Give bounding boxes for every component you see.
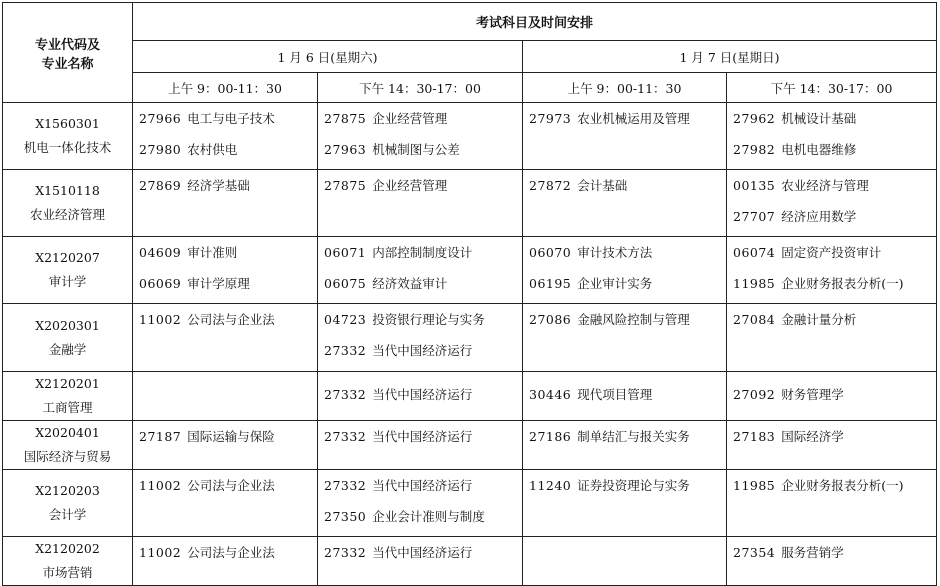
subject-cell xyxy=(727,237,937,304)
subject-code: 11002 xyxy=(139,312,182,327)
subject-code: 11985 xyxy=(733,478,776,493)
subject-cell xyxy=(318,537,523,586)
major-name: 机电一体化技术 xyxy=(23,140,112,155)
subject-entry xyxy=(529,474,726,505)
subject-code: 00135 xyxy=(733,178,776,193)
major-code: X2120202 xyxy=(35,541,100,556)
slot-header-sat-afternoon: 下午 14：30-17：00 xyxy=(318,73,523,103)
subject-code: 06069 xyxy=(139,276,182,291)
subject-code: 04723 xyxy=(324,312,367,327)
subject-code: 27332 xyxy=(324,545,367,560)
subject-name: 审计学原理 xyxy=(187,276,250,291)
exam-schedule-table xyxy=(2,2,937,586)
subject-name: 农村供电 xyxy=(187,142,238,157)
subject-code: 27875 xyxy=(324,178,367,193)
subject-name: 财务管理学 xyxy=(781,386,844,402)
subject-entry xyxy=(529,308,726,339)
subject-cell xyxy=(523,170,727,237)
subject-name: 金融计量分析 xyxy=(781,312,857,327)
subject-cell xyxy=(318,170,523,237)
major-cell xyxy=(3,237,133,304)
subject-cell xyxy=(133,304,318,372)
subject-cell xyxy=(727,470,937,537)
subject-entry xyxy=(733,383,936,414)
subject-entry xyxy=(324,541,522,572)
subject-name: 企业财务报表分析(一) xyxy=(781,276,904,291)
table-row xyxy=(3,103,937,170)
subject-name: 会计基础 xyxy=(577,178,628,193)
subject-cell xyxy=(727,537,937,586)
subject-code: 27973 xyxy=(529,111,572,126)
subject-code: 27962 xyxy=(733,111,776,126)
subject-entry xyxy=(139,107,317,138)
subject-code: 27707 xyxy=(733,209,776,224)
major-name: 会计学 xyxy=(48,507,87,522)
subject-code: 04609 xyxy=(139,245,182,260)
subject-entry xyxy=(733,308,936,339)
table-row xyxy=(3,470,937,537)
schedule-title: 考试科目及时间安排 xyxy=(133,3,937,41)
major-code: X2120203 xyxy=(35,483,100,498)
subject-name: 电工与电子技术 xyxy=(187,111,275,126)
subject-entry xyxy=(733,272,936,303)
subject-name: 当代中国经济运行 xyxy=(372,545,473,560)
subject-name: 机械制图与公差 xyxy=(372,142,460,157)
subject-name: 制单结汇与报关实务 xyxy=(577,429,690,444)
major-header xyxy=(3,3,133,103)
subject-entry xyxy=(529,425,726,456)
subject-code: 27086 xyxy=(529,312,572,327)
subject-name: 企业审计实务 xyxy=(577,276,653,291)
subject-entry xyxy=(733,474,936,505)
subject-code: 27966 xyxy=(139,111,182,126)
subject-name: 公司法与企业法 xyxy=(187,312,275,327)
major-name: 工商管理 xyxy=(42,400,93,415)
major-name: 金融学 xyxy=(48,341,87,357)
subject-code: 11002 xyxy=(139,478,182,493)
subject-code: 06075 xyxy=(324,276,367,291)
subject-cell xyxy=(318,304,523,372)
subject-name: 企业经营管理 xyxy=(372,178,448,193)
subject-code: 27186 xyxy=(529,429,572,444)
subject-cell xyxy=(727,372,937,421)
subject-entry xyxy=(733,107,936,138)
subject-name: 内部控制制度设计 xyxy=(372,245,473,260)
subject-entry xyxy=(324,308,522,339)
subject-entry xyxy=(324,272,522,303)
subject-name: 公司法与企业法 xyxy=(187,478,275,493)
subject-code: 06195 xyxy=(529,276,572,291)
subject-code: 27980 xyxy=(139,142,182,157)
subject-entry xyxy=(324,174,522,205)
subject-code: 27084 xyxy=(733,312,776,327)
subject-code: 27332 xyxy=(324,478,367,493)
subject-name: 企业经营管理 xyxy=(372,111,448,126)
subject-code: 06074 xyxy=(733,245,776,260)
subject-name: 机械设计基础 xyxy=(781,111,857,126)
subject-cell xyxy=(523,421,727,470)
subject-cell xyxy=(133,537,318,586)
subject-code: 27875 xyxy=(324,111,367,126)
subject-cell xyxy=(318,237,523,304)
major-cell xyxy=(3,170,133,237)
major-name: 国际经济与贸易 xyxy=(23,449,112,464)
subject-cell xyxy=(727,304,937,372)
schedule-body xyxy=(3,103,937,586)
major-cell xyxy=(3,470,133,537)
subject-cell xyxy=(133,372,318,421)
subject-code: 27869 xyxy=(139,178,182,193)
subject-code: 27354 xyxy=(733,545,776,560)
subject-code: 27872 xyxy=(529,178,572,193)
major-code: X1510118 xyxy=(35,183,100,198)
subject-cell xyxy=(133,470,318,537)
subject-cell xyxy=(523,304,727,372)
subject-entry xyxy=(324,474,522,505)
table-row xyxy=(3,304,937,372)
subject-code: 27187 xyxy=(139,429,182,444)
major-code: X2020301 xyxy=(35,317,100,333)
slot-header-sat-morning: 上午 9：00-11：30 xyxy=(133,73,318,103)
major-cell xyxy=(3,421,133,470)
major-cell xyxy=(3,372,133,421)
subject-entry xyxy=(324,505,522,536)
table-row xyxy=(3,537,937,586)
subject-entry xyxy=(529,383,726,414)
subject-cell xyxy=(133,103,318,170)
subject-entry xyxy=(733,241,936,272)
subject-name: 公司法与企业法 xyxy=(187,545,275,560)
subject-code: 27332 xyxy=(324,386,367,402)
subject-cell xyxy=(133,237,318,304)
subject-name: 投资银行理论与实务 xyxy=(372,312,485,327)
subject-name: 企业财务报表分析(一) xyxy=(781,478,904,493)
subject-name: 企业会计准则与制度 xyxy=(372,509,485,524)
major-code: X2120201 xyxy=(35,376,100,391)
subject-name: 证券投资理论与实务 xyxy=(577,478,690,493)
subject-entry xyxy=(529,107,726,138)
subject-entry xyxy=(139,308,317,339)
major-code: X2020401 xyxy=(35,425,100,440)
subject-name: 当代中国经济运行 xyxy=(372,429,473,444)
subject-name: 审计准则 xyxy=(187,245,238,260)
subject-code: 11985 xyxy=(733,276,776,291)
subject-entry xyxy=(139,241,317,272)
major-cell xyxy=(3,103,133,170)
subject-cell xyxy=(523,237,727,304)
subject-cell xyxy=(133,421,318,470)
subject-cell xyxy=(523,537,727,586)
subject-code: 30446 xyxy=(529,386,572,402)
subject-cell xyxy=(133,170,318,237)
subject-entry xyxy=(324,138,522,169)
subject-cell xyxy=(318,103,523,170)
table-row xyxy=(3,372,937,421)
subject-name: 国际运输与保险 xyxy=(187,429,275,444)
subject-entry xyxy=(733,425,936,456)
subject-cell xyxy=(727,170,937,237)
subject-entry xyxy=(324,383,522,414)
major-cell xyxy=(3,304,133,372)
subject-code: 27332 xyxy=(324,429,367,444)
subject-entry xyxy=(324,107,522,138)
subject-name: 当代中国经济运行 xyxy=(372,478,473,493)
subject-entry xyxy=(529,241,726,272)
subject-name: 审计技术方法 xyxy=(577,245,653,260)
subject-entry xyxy=(733,541,936,572)
subject-name: 经济效益审计 xyxy=(372,276,448,291)
subject-entry xyxy=(529,174,726,205)
subject-entry xyxy=(733,205,936,236)
subject-code: 27963 xyxy=(324,142,367,157)
subject-cell xyxy=(727,421,937,470)
subject-name: 现代项目管理 xyxy=(577,386,653,402)
subject-cell xyxy=(318,421,523,470)
major-cell xyxy=(3,537,133,586)
exam-schedule xyxy=(2,2,938,580)
subject-entry xyxy=(733,174,936,205)
subject-entry xyxy=(324,241,522,272)
subject-entry xyxy=(733,138,936,169)
subject-cell xyxy=(727,103,937,170)
subject-entry xyxy=(139,425,317,456)
subject-cell xyxy=(318,372,523,421)
subject-code: 27092 xyxy=(733,386,776,402)
subject-code: 11002 xyxy=(139,545,182,560)
major-code: X2120207 xyxy=(35,250,100,265)
subject-cell xyxy=(318,470,523,537)
subject-entry xyxy=(139,272,317,303)
subject-code: 27982 xyxy=(733,142,776,157)
subject-entry xyxy=(139,174,317,205)
subject-code: 06071 xyxy=(324,245,367,260)
subject-name: 电机电器维修 xyxy=(781,142,857,157)
subject-name: 农业经济与管理 xyxy=(781,178,869,193)
subject-code: 27350 xyxy=(324,509,367,524)
major-name: 农业经济管理 xyxy=(29,207,105,222)
subject-entry xyxy=(139,541,317,572)
day-header-saturday: 1 月 6 日(星期六) xyxy=(133,41,523,73)
major-header-line1: 专业代码及 xyxy=(34,37,100,53)
major-code: X1560301 xyxy=(35,116,100,131)
subject-name: 国际经济学 xyxy=(781,429,844,444)
subject-entry xyxy=(324,339,522,370)
slot-header-sun-afternoon: 下午 14：30-17：00 xyxy=(727,73,937,103)
subject-name: 服务营销学 xyxy=(781,545,844,560)
table-row xyxy=(3,170,937,237)
subject-code: 27332 xyxy=(324,343,367,358)
subject-entry xyxy=(529,272,726,303)
subject-name: 当代中国经济运行 xyxy=(372,386,473,402)
table-row xyxy=(3,237,937,304)
subject-name: 经济学基础 xyxy=(187,178,250,193)
slot-header-sun-morning: 上午 9：00-11：30 xyxy=(523,73,727,103)
subject-code: 11240 xyxy=(529,478,572,493)
subject-name: 金融风险控制与管理 xyxy=(577,312,690,327)
subject-name: 当代中国经济运行 xyxy=(372,343,473,358)
major-header-line2: 专业名称 xyxy=(41,56,94,72)
subject-entry xyxy=(139,138,317,169)
subject-code: 27183 xyxy=(733,429,776,444)
subject-name: 农业机械运用及管理 xyxy=(577,111,690,126)
subject-code: 06070 xyxy=(529,245,572,260)
subject-entry xyxy=(139,474,317,505)
major-name: 市场营销 xyxy=(42,565,93,580)
major-name: 审计学 xyxy=(48,274,87,289)
subject-entry xyxy=(324,425,522,456)
subject-cell xyxy=(523,470,727,537)
subject-name: 经济应用数学 xyxy=(781,209,857,224)
day-header-sunday: 1 月 7 日(星期日) xyxy=(523,41,937,73)
table-row xyxy=(3,421,937,470)
subject-cell xyxy=(523,372,727,421)
subject-name: 固定资产投资审计 xyxy=(781,245,882,260)
subject-cell xyxy=(523,103,727,170)
